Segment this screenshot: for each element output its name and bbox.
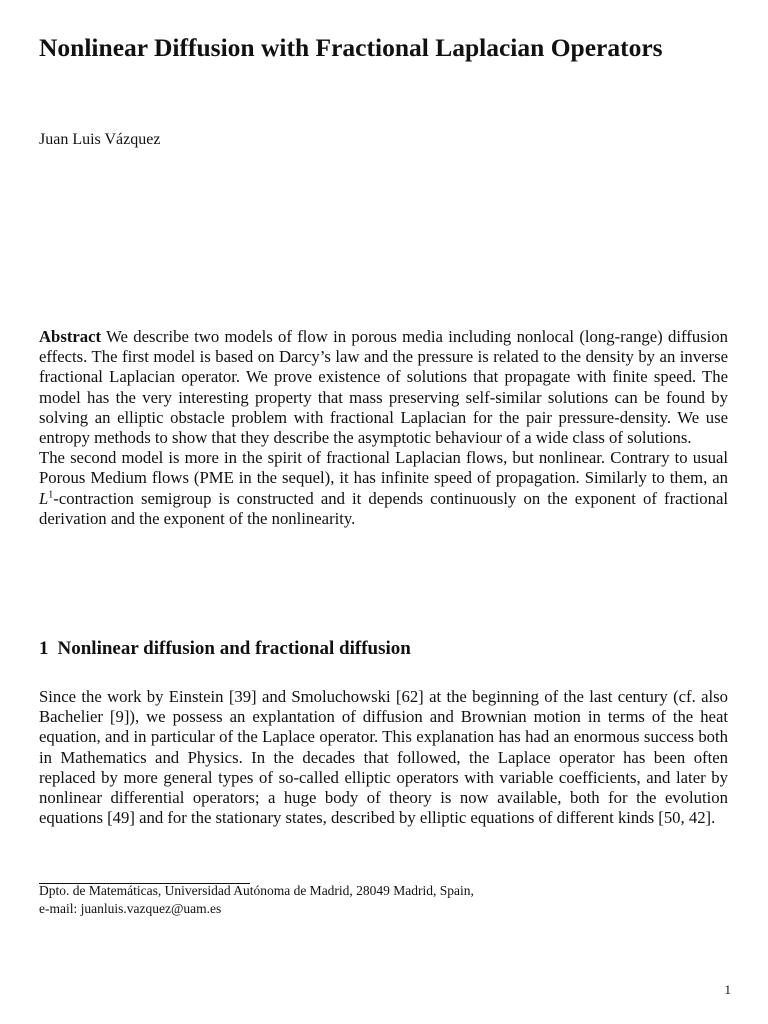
footnote-email: e-mail: juanluis.vazquez@uam.es bbox=[39, 900, 222, 916]
author-name: Juan Luis Vázquez bbox=[39, 131, 161, 148]
section-heading bbox=[39, 637, 411, 661]
footnote-affiliation: Dpto. de Matemáticas, Universidad Autónoma de Madrid, 28049 Madrid, Spain, bbox=[39, 883, 474, 898]
abstract-paragraph-2 bbox=[39, 448, 728, 529]
paper-title: Nonlinear Diffusion with Fractional Laplacian Operators bbox=[39, 33, 663, 62]
section-title: Nonlinear diffusion and fractional diffusion bbox=[57, 638, 411, 659]
abstract-text-2a: The second model is more in the spirit of fractional Laplacian flows, but nonlinear. Contrary to usual Porous Medium flows (PME in the sequel), it has infinite speed of propagation. Similarly to them, an bbox=[39, 448, 728, 488]
abstract-text-2b: -contraction semigroup is constructed and it depends continuously on the exponent of fractional derivation and the exponent of the nonlinearity. bbox=[39, 488, 728, 528]
math-l: L bbox=[39, 488, 49, 508]
section-paragraph: Since the work by Einstein [39] and Smoluchowski [62] at the beginning of the last century (cf. also Bachelier [9]), we possess an explantation of diffusion and Brownian motion in terms of the heat equation, and in particular of the Laplace operator. This explanation has had an enormous success both in Mathematics and Physics. In the decades that followed, the Laplace operator has been often replaced by more general types of so-called elliptic operators with variable coefficients, and later by nonlinear differential operators; a huge body of theory is now available, both for the evolution equations [49] and for the stationary states, described by elliptic equations of different kinds [50, 42]. bbox=[39, 687, 728, 828]
page-number: 1 bbox=[724, 982, 731, 997]
abstract-label: Abstract bbox=[39, 327, 102, 346]
abstract bbox=[39, 327, 728, 529]
abstract-text-1: We describe two models of flow in porous media including nonlocal (long-range) diffusion effects. The first model is based on Darcy’s law and the pressure is related to the density by an inverse fractional Laplacian operator. We prove existence of solutions that propagate with finite speed. The model has the very interesting property that mass preserving self-similar solutions can be found by solving an elliptic obstacle problem with fractional Laplacian for the pair pressure-density. We use entropy methods to show that they describe the asymptotic behaviour of a wide class of solutions. bbox=[39, 327, 728, 448]
math-l-superscript: 1 bbox=[48, 489, 54, 501]
footnote bbox=[39, 882, 728, 917]
abstract-paragraph-1 bbox=[39, 327, 728, 448]
section-number: 1 bbox=[39, 638, 49, 659]
